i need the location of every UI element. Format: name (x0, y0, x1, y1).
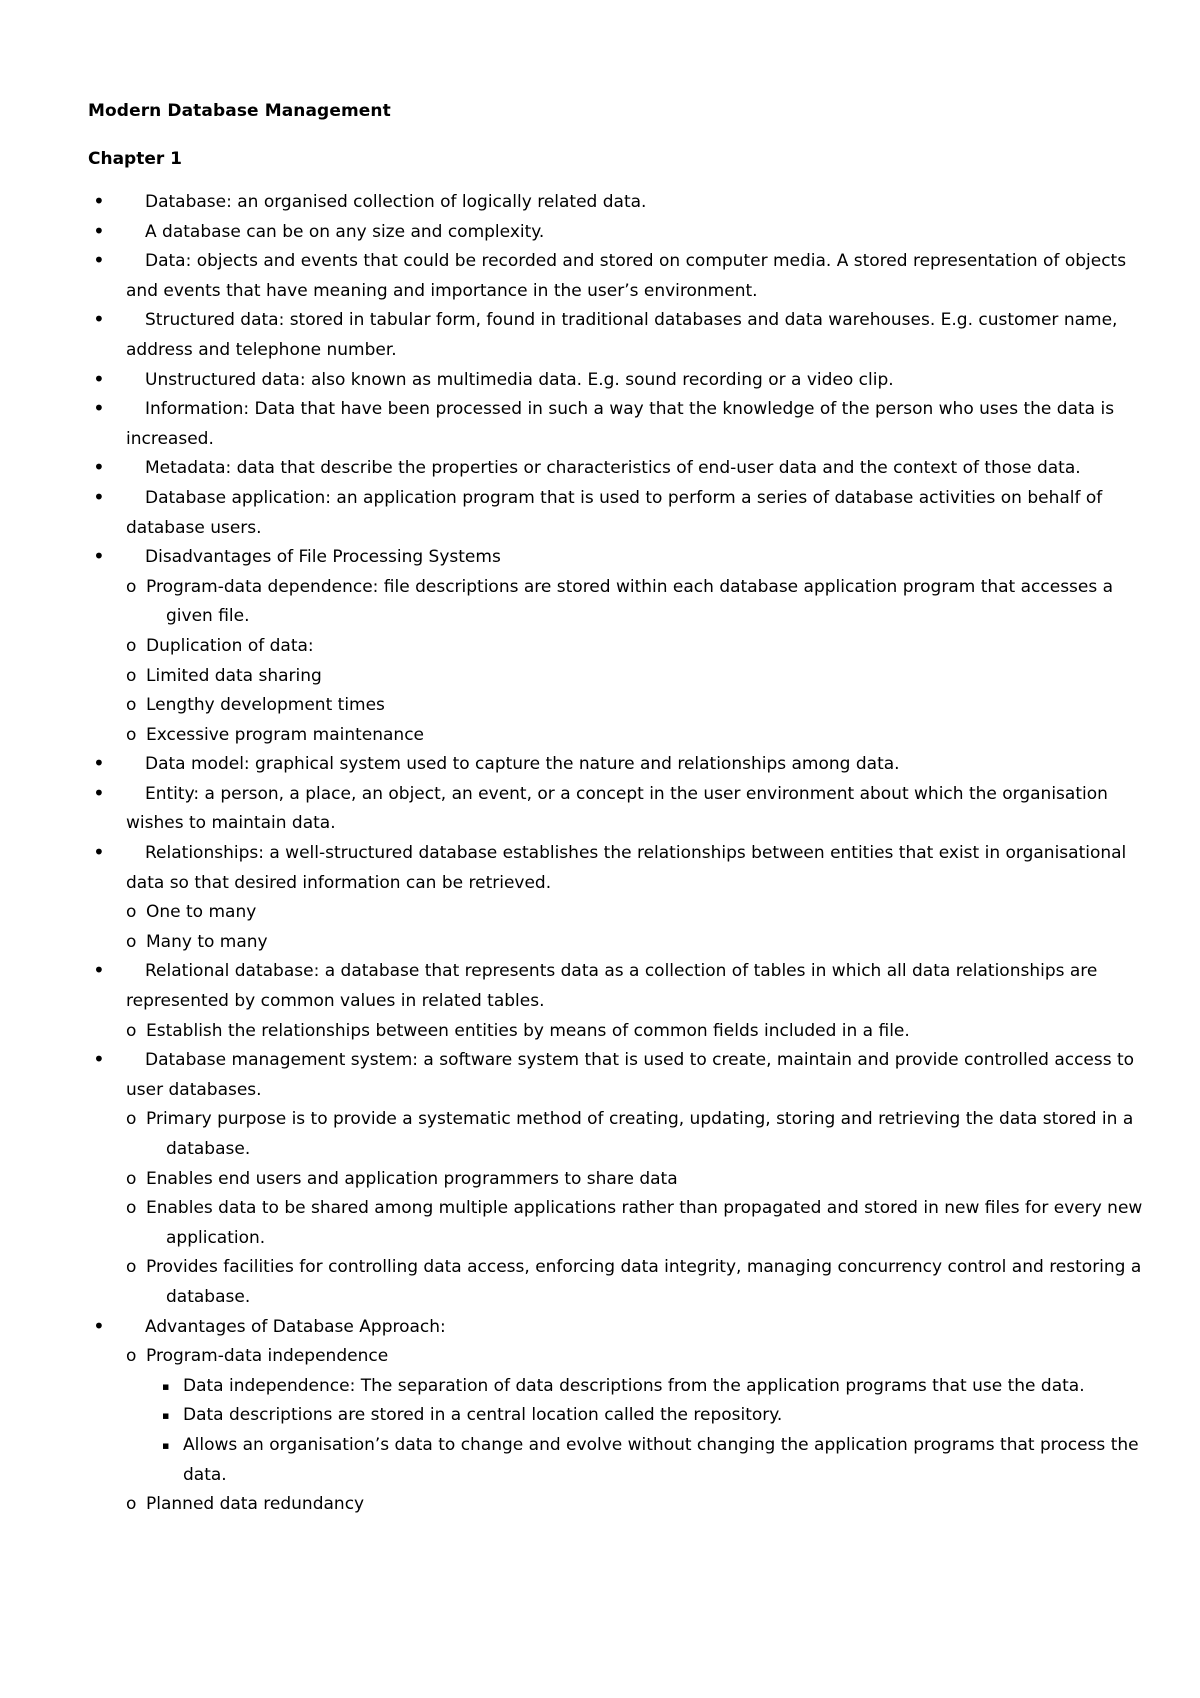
sub-item (0, 1253, 1200, 1312)
bullet-marker: • (93, 455, 105, 480)
bullet-marker: • (93, 840, 105, 865)
sub-marker: o (126, 1346, 137, 1367)
bullet-marker: • (93, 1047, 105, 1072)
sub-marker: o (126, 665, 137, 686)
item-text: Database management system: a software system that is used to create, maintain and provide controlled access to user databases. (126, 1050, 1135, 1100)
item-text: Lengthy development times (146, 695, 385, 716)
sub-item (0, 1165, 1200, 1195)
item-text: Entity: a person, a place, an object, an event, or a concept in the user environment about which the organisation wishes to maintain data. (126, 783, 1108, 834)
bullet-marker: • (93, 780, 105, 805)
sub-marker: o (126, 635, 137, 656)
sub-marker: o (126, 1109, 137, 1130)
item-text: One to many (146, 902, 257, 923)
item-text: Metadata: data that describe the properties or characteristics of end-user data and the context of those data. (145, 458, 1081, 479)
sub-item (0, 1342, 1200, 1372)
item-text: Primary purpose is to provide a systematic method of creating, updating, storing and retrieving the data stored in a database. (146, 1109, 1134, 1159)
bullet-item (0, 188, 1200, 218)
item-text: A database can be on any size and complexity. (145, 221, 545, 242)
item-text: Establish the relationships between entities by means of common fields included in a file. (146, 1020, 910, 1041)
bullet-item (0, 395, 1200, 454)
bullet-marker: • (93, 218, 105, 243)
bullet-item (0, 1313, 1200, 1343)
item-text: Database application: an application program that is used to perform a series of database activities on behalf of database users. (126, 487, 1103, 538)
item-text: Structured data: stored in tabular form, found in traditional databases and data warehouses. E.g. customer name, address and telephone number. (126, 310, 1118, 360)
sub-item (0, 721, 1200, 751)
sub-marker: o (126, 902, 137, 923)
item-text: Excessive program maintenance (146, 724, 425, 745)
bullet-item (0, 366, 1200, 396)
chapter-heading: Chapter 1 (88, 149, 183, 169)
sub-marker: o (126, 1020, 137, 1041)
item-text: Data descriptions are stored in a central location called the repository. (183, 1405, 783, 1426)
bullet-marker: • (93, 751, 105, 776)
bullet-item (0, 750, 1200, 780)
bullet-item (0, 218, 1200, 248)
sub-item (0, 1017, 1200, 1047)
bullet-marker: • (93, 544, 105, 569)
item-text: Unstructured data: also known as multimedia data. E.g. sound recording or a video clip. (145, 369, 894, 390)
item-text: Provides facilities for controlling data access, enforcing data integrity, managing concurrency control and restoring a database. (146, 1257, 1142, 1307)
item-text: Duplication of data: (146, 635, 314, 656)
sub-marker: o (126, 1168, 137, 1189)
sub-item (0, 1490, 1200, 1520)
sub-marker: o (126, 576, 137, 597)
subsub-item (0, 1372, 1200, 1402)
item-text: Data independence: The separation of data descriptions from the application programs that use the data. (183, 1375, 1085, 1396)
bullet-marker: • (93, 189, 105, 213)
sub-item (0, 662, 1200, 692)
sub-item (0, 573, 1200, 632)
sub-marker: o (126, 1198, 137, 1219)
item-text: Data model: graphical system used to capture the nature and relationships among data. (145, 754, 900, 775)
item-text: Many to many (146, 931, 268, 952)
bullet-item (0, 957, 1200, 1016)
item-text: Enables end users and application programmers to share data (146, 1168, 678, 1189)
bullet-marker: • (93, 396, 105, 421)
bullet-item (0, 454, 1200, 484)
sub-item (0, 1194, 1200, 1253)
square-marker: ▪ (162, 1409, 170, 1423)
item-text: Limited data sharing (146, 665, 322, 686)
sub-marker: o (126, 724, 137, 745)
bullet-item (0, 484, 1200, 543)
subsub-item (0, 1431, 1200, 1490)
bullet-item (0, 839, 1200, 898)
bullet-item (0, 1046, 1200, 1105)
sub-marker: o (126, 931, 137, 952)
bullet-marker: • (93, 366, 105, 391)
sub-item (0, 632, 1200, 662)
bullet-item (0, 306, 1200, 365)
bullet-marker: • (93, 958, 105, 983)
document-title: Modern Database Management (88, 101, 391, 121)
sub-item (0, 691, 1200, 721)
sub-marker: o (126, 1494, 137, 1515)
bullet-marker: • (93, 1313, 105, 1338)
sub-marker: o (126, 695, 137, 716)
bullet-marker: • (93, 307, 105, 332)
item-text: Program-data independence (146, 1346, 389, 1367)
item-text: Relationships: a well-structured database establishes the relationships between entities that exist in organisational data so that desired information can be retrieved. (126, 843, 1127, 893)
bullet-item (0, 780, 1200, 839)
item-text: Disadvantages of File Processing Systems (145, 547, 501, 568)
item-text: Information: Data that have been processed in such a way that the knowledge of the person who uses the data is increased. (126, 399, 1115, 449)
sub-item (0, 1105, 1200, 1164)
item-text: Allows an organisation’s data to change and evolve without changing the application programs that process the data. (183, 1434, 1139, 1485)
notes-list (0, 188, 1200, 1520)
sub-item (0, 898, 1200, 928)
bullet-marker: • (93, 484, 105, 509)
square-marker: ▪ (162, 1438, 170, 1452)
item-text: Planned data redundancy (146, 1494, 365, 1515)
subsub-item (0, 1401, 1200, 1431)
sub-marker: o (126, 1257, 137, 1278)
bullet-marker: • (93, 248, 105, 273)
item-text: Program-data dependence: file descriptions are stored within each database application program that accesses a given file. (146, 576, 1114, 627)
bullet-item (0, 543, 1200, 573)
item-text: Enables data to be shared among multiple applications rather than propagated and stored in new files for every new application. (146, 1198, 1143, 1248)
item-text: Database: an organised collection of logically related data. (145, 192, 647, 212)
bullet-item (0, 247, 1200, 306)
square-marker: ▪ (162, 1379, 170, 1393)
sub-item (0, 928, 1200, 958)
item-text: Advantages of Database Approach: (145, 1316, 446, 1337)
item-text: Relational database: a database that represents data as a collection of tables in which all data relationships are represented by common values in related tables. (126, 961, 1098, 1012)
item-text: Data: objects and events that could be recorded and stored on computer media. A stored representation of objects and events that have meaning and importance in the user’s environment. (126, 251, 1127, 301)
